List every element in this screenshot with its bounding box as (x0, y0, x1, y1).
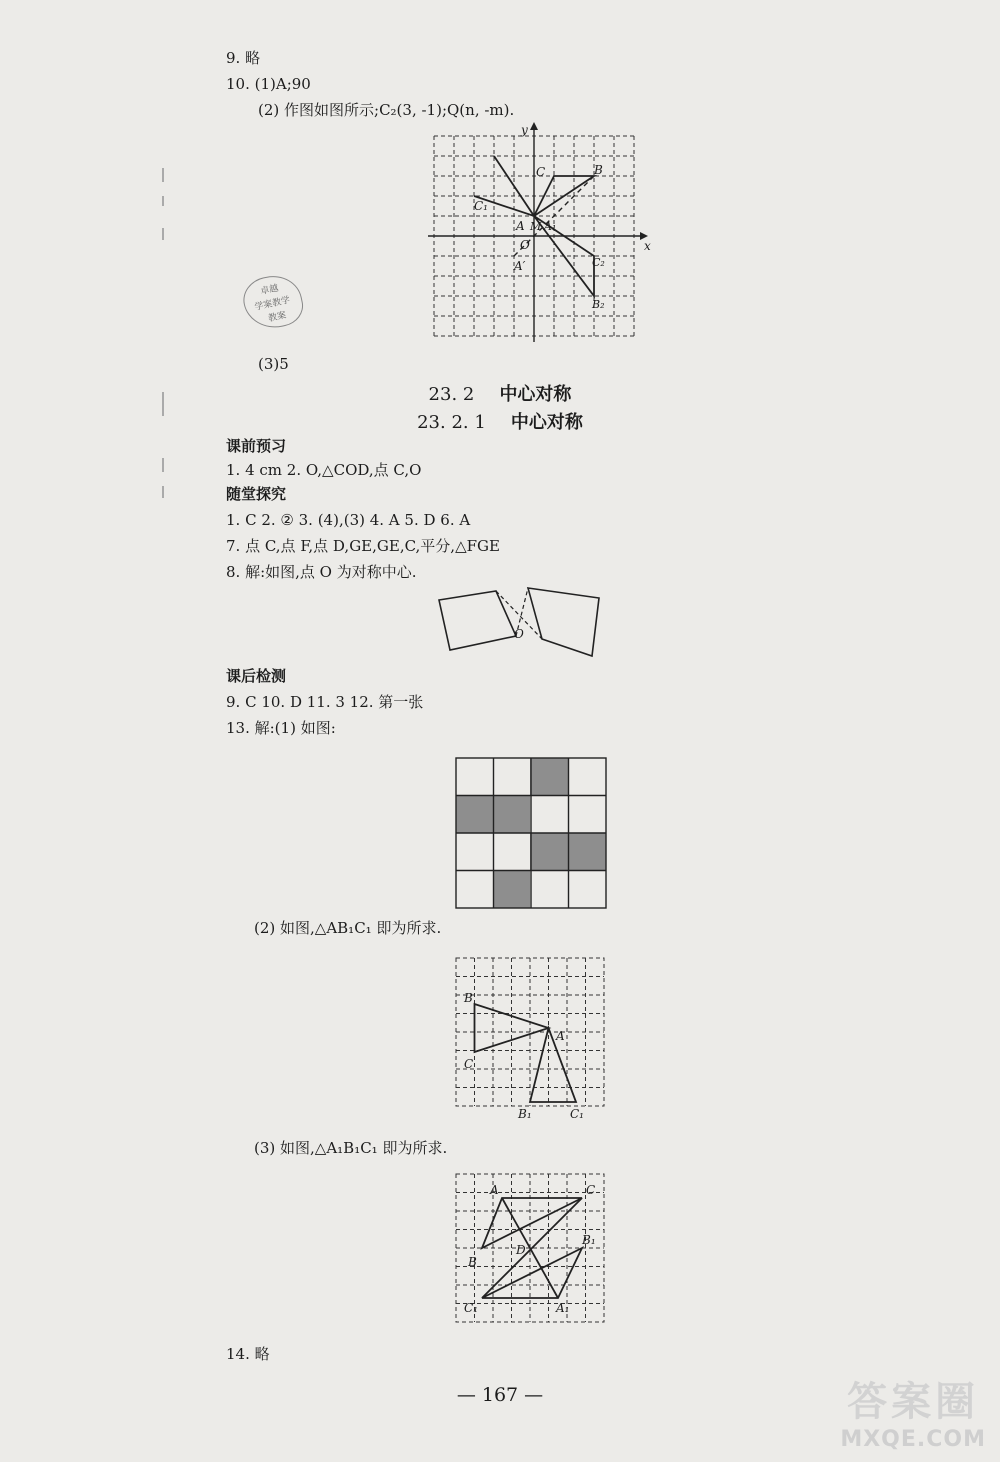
sym-c-label: C (586, 1183, 596, 1197)
point-b-label: B (594, 163, 603, 177)
point-c2-label: C₂ (592, 256, 605, 269)
classwork-heading: 随堂探究 (226, 485, 287, 503)
margin-mark (162, 168, 164, 182)
afterclass-answer-13-part3: (3) 如图,△A₁B₁C₁ 即为所求. (254, 1139, 448, 1157)
answer-10-part1: 10. (1)A;90 (226, 75, 311, 93)
classwork-answer-8: 8. 解:如图,点 O 为对称中心. (226, 563, 417, 581)
shaded-grid-figure (454, 756, 608, 910)
afterclass-answers: 9. C 10. D 11. 3 12. 第一张 (226, 693, 424, 711)
margin-mark (162, 458, 164, 472)
preview-answers: 1. 4 cm 2. O,△COD,点 C,O (226, 461, 422, 479)
rotation-coordinate-figure (418, 120, 650, 352)
point-b2-label: B₂ (592, 298, 605, 311)
central-symmetry-figure (436, 584, 620, 660)
sym-b-label: B (468, 1255, 477, 1269)
answer-10-part3: (3)5 (258, 355, 289, 373)
margin-mark (162, 228, 164, 240)
tri-b-label: B (464, 991, 473, 1005)
tri-a-label: A (556, 1029, 565, 1043)
school-stamp: 卓越 学案教学 教案 (239, 271, 307, 334)
tri-c1-label: C₁ (570, 1107, 584, 1121)
margin-mark (162, 486, 164, 498)
point-a1-label: A₁ (544, 220, 557, 233)
axis-y-label: y (521, 123, 528, 137)
origin-label: O (520, 238, 530, 252)
symmetric-triangles-figure (454, 1172, 606, 1324)
point-c1-label: C₁ (474, 199, 488, 213)
afterclass-answer-13: 13. 解:(1) 如图: (226, 719, 336, 737)
point-a2-label: A′ (514, 259, 526, 273)
afterclass-answer-14: 14. 略 (226, 1345, 270, 1363)
tri-b1-label: B₁ (518, 1107, 532, 1121)
sym-a1-label: A₁ (556, 1301, 570, 1315)
answer-9-prev: 9. 略 (226, 49, 261, 67)
rotated-triangle-figure (454, 956, 606, 1128)
sym-d-label: D (516, 1243, 526, 1257)
afterclass-answer-13-part2: (2) 如图,△AB₁C₁ 即为所求. (254, 919, 442, 937)
sym-c1-label: C₁ (464, 1301, 478, 1315)
page-number: — 167 — (456, 1384, 544, 1406)
margin-mark (162, 196, 164, 206)
point-c-label: C (536, 165, 546, 179)
point-m-label: M (530, 220, 542, 233)
preview-heading: 课前预习 (226, 437, 287, 455)
center-o-label: O (514, 627, 524, 641)
section-title: 23. 2 中心对称 (428, 384, 572, 405)
sym-b1-label: B₁ (582, 1233, 596, 1247)
afterclass-heading: 课后检测 (226, 667, 287, 685)
point-a-label: A (516, 219, 525, 233)
sym-a-label: A (490, 1183, 499, 1197)
classwork-answers: 1. C 2. ② 3. (4),(3) 4. A 5. D 6. A (226, 511, 471, 529)
site-watermark: 答案圈 MXQE.COM (840, 1379, 986, 1452)
axis-x-label: x (644, 239, 651, 253)
classwork-answer-7: 7. 点 C,点 F,点 D,GE,GE,C,平分,△FGE (226, 537, 500, 555)
tri-c-label: C (464, 1057, 474, 1071)
answer-10-part2: (2) 作图如图所示;C₂(3, -1);Q(n, -m). (258, 101, 515, 119)
subsection-title: 23. 2. 1 中心对称 (417, 412, 583, 433)
